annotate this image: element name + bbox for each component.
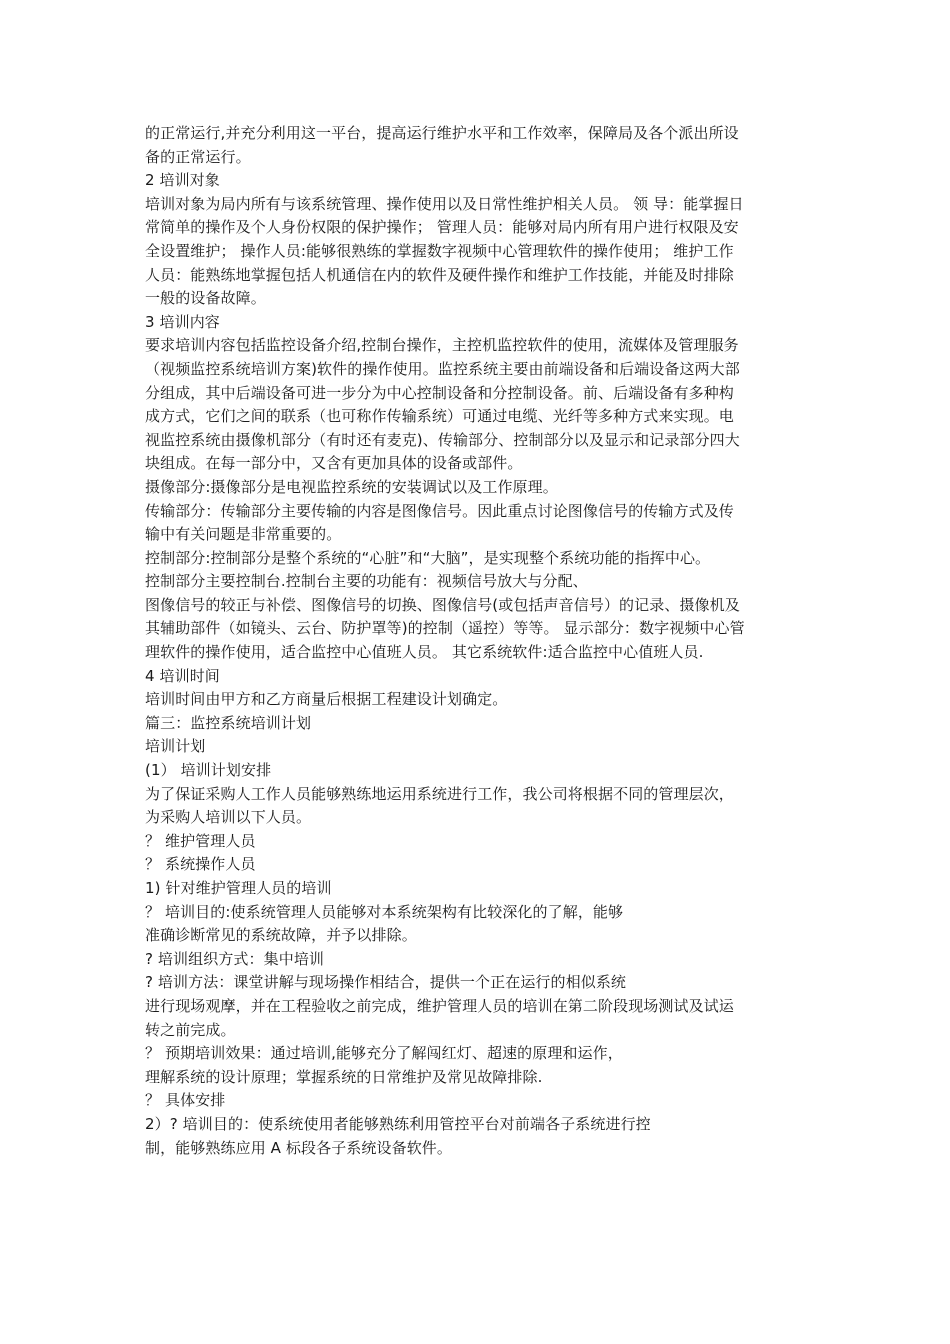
text-line: 传输部分：传输部分主要传输的内容是图像信号。因此重点讨论图像信号的传输方式及传 (145, 501, 734, 520)
section-heading: 4 培训时间 (145, 666, 220, 685)
text-line: 为采购人培训以下人员。 (145, 808, 312, 827)
subsection-heading: 1) 针对维护管理人员的培训 (145, 879, 332, 897)
text-line: 摄像部分:摄像部分是电视监控系统的安装调试以及工作原理。 (145, 477, 558, 496)
list-item: ？ 培训目的:使系统管理人员能够对本系统架构有比较深化的了解，能够 (145, 902, 624, 921)
list-item: ? 培训方法：课堂讲解与现场操作相结合，提供一个正在运行的相似系统 (145, 973, 627, 992)
text-line: 视监控系统由摄像机部分（有时还有麦克)、传输部分、控制部分以及显示和记录部分四大 (145, 430, 740, 449)
text-line: 分组成，其中后端设备可进一步分为中心控制设备和分控制设备。前、后端设备有多种构 (145, 383, 734, 402)
text-line: 制，能够熟练应用 A 标段各子系统设备软件。 (145, 1138, 452, 1157)
text-line: 要求培训内容包括监控设备介绍,控制台操作，主控机监控软件的使用，流媒体及管理服务 (145, 336, 739, 355)
text-line: （视频监控系统培训方案)软件的操作使用。监控系统主要由前端设备和后端设备这两大部 (145, 359, 740, 378)
section-heading: 3 培训内容 (145, 312, 220, 331)
list-item: ？ 具体安排 (145, 1091, 226, 1110)
chapter-heading: 篇三：监控系统培训计划 (145, 713, 312, 732)
text-line: 转之前完成。 (145, 1020, 236, 1039)
list-item: ？ 预期培训效果：通过培训,能够充分了解闯红灯、超速的原理和运作， (145, 1044, 623, 1063)
text-line: 成方式，它们之间的联系（也可称作传输系统）可通过电缆、光纤等多种方式来实现。电 (145, 407, 734, 426)
text-line: 准确诊断常见的系统故障，并予以排除。 (145, 926, 417, 945)
list-item: ？ 维护管理人员 (145, 831, 256, 850)
text-line: 备的正常运行。 (145, 147, 251, 166)
text-line: 其辅助部件（如镜头、云台、防护罩等)的控制（遥控）等等。 显示部分：数字视频中心管 (145, 619, 745, 638)
text-line: 图像信号的较正与补偿、图像信号的切换、图像信号(或包括声音信号）的记录、摄像机及 (145, 595, 740, 614)
subsection-heading: (1） 培训计划安排 (145, 761, 272, 780)
section-heading: 培训计划 (145, 737, 206, 756)
text-line: 人员：能熟练地掌握包括人机通信在内的软件及硬件操作和维护工作技能，并能及时排除 (145, 265, 734, 284)
list-item: ? 培训组织方式：集中培训 (145, 949, 325, 968)
text-line: 控制部分主要控制台.控制台主要的功能有：视频信号放大与分配、 (145, 572, 588, 591)
text-line: 常简单的操作及个人身份权限的保护操作； 管理人员：能够对局内所有用户进行权限及安 (145, 218, 739, 237)
text-line: 一般的设备故障。 (145, 289, 266, 308)
list-item: ？ 系统操作人员 (145, 855, 256, 874)
list-item: 2）? 培训目的：使系统使用者能够熟练利用管控平台对前端各子系统进行控 (145, 1114, 651, 1133)
text-line: 的正常运行,并充分利用这一平台，提高运行维护水平和工作效率，保障局及各个派出所设 (145, 124, 739, 142)
text-line: 输中有关问题是非常重要的。 (145, 525, 342, 544)
text-line: 理软件的操作使用，适合监控中心值班人员。 其它系统软件:适合监控中心值班人员. (145, 643, 704, 662)
text-line: 为了保证采购人工作人员能够熟练地运用系统进行工作，我公司将根据不同的管理层次， (145, 784, 734, 803)
text-line: 理解系统的设计原理；掌握系统的日常维护及常见故障排除. (145, 1067, 543, 1086)
text-line: 培训时间由甲方和乙方商量后根据工程建设计划确定。 (145, 690, 508, 709)
text-line: 进行现场观摩，并在工程验收之前完成，维护管理人员的培训在第二阶段现场测试及试运 (145, 996, 734, 1015)
document-page (145, 122, 815, 1160)
text-line: 块组成。在每一部分中，又含有更加具体的设备或部件。 (145, 454, 523, 473)
section-heading: 2 培训对象 (145, 171, 220, 190)
text-line: 培训对象为局内所有与该系统管理、操作使用以及日常性维护相关人员。 领 导：能掌握日 (145, 194, 744, 213)
text-line: 全设置维护； 操作人员:能够很熟练的掌握数字视频中心管理软件的操作使用； 维护工作 (145, 241, 734, 260)
text-line: 控制部分:控制部分是整个系统的“心脏”和“大脑”，是实现整个系统功能的指挥中心。 (145, 548, 711, 567)
